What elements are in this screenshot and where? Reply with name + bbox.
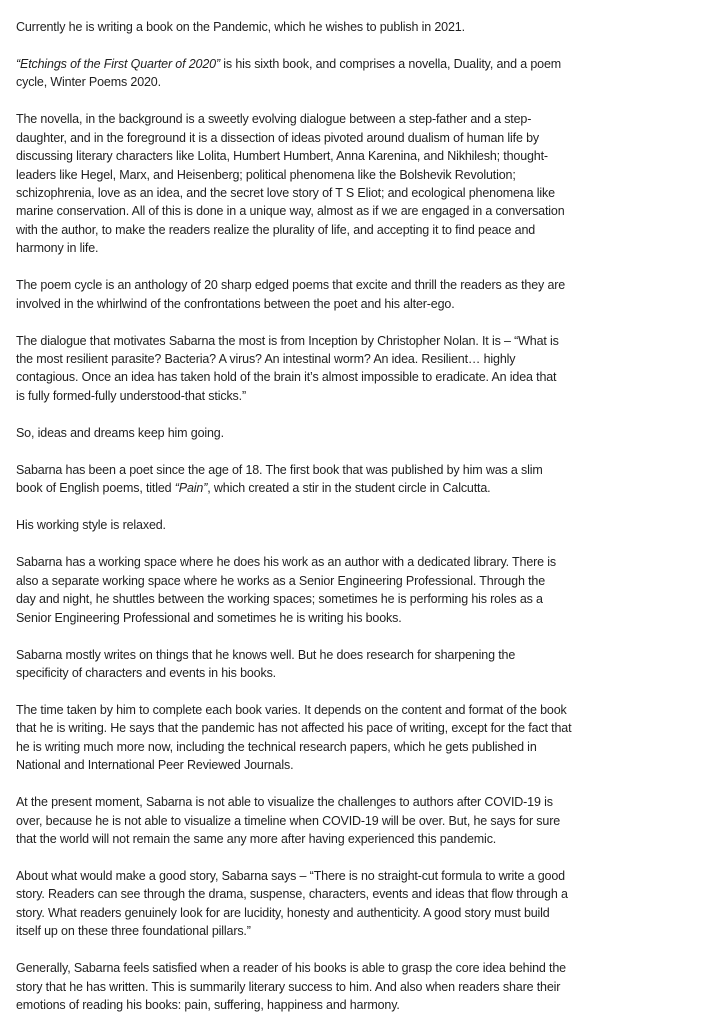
paragraph-good-story: About what would make a good story, Sabarna says – “There is no straight-cut formula to write a good story. Readers can see through the drama, suspense, characters, events and ideas that flow through a story. What readers genuinely look for are lucidity, honesty and authenticity. A good story must build itself up on these three foundational pillars.” [16,868,568,939]
book-title-etchings: “Etchings of the First Quarter of 2020” [16,57,220,71]
paragraph-current-book: Currently he is writing a book on the Pandemic, which he wishes to publish in 2021. [16,20,465,34]
paragraph-poem-cycle: The poem cycle is an anthology of 20 sharp edged poems that excite and thrill the readers as they are involved in the whirlwind of the confrontations between the poet and his alter-ego. [16,278,566,311]
paragraph-time-per-book: The time taken by him to complete each book varies. It depends on the content and format of the book that he is writing. He says that the pandemic has not affected his pace of writing, except for the fact that he is writing much more now, including the technical research papers, which he gets published in National and International Peer Reviewed Journals. [16,702,572,773]
paragraph-novella: The novella, in the background is a sweetly evolving dialogue between a step-father and a step-daughter, and in the foreground it is a dissection of ideas pivoted around dualism of human life by discussing literary characters like Lolita, Humbert Humbert, Anna Karenina, and Nikhilesh; thought-leaders like Hegel, Marx, and Heisenberg; political phenomena like the Bolshevik Revolution; schizophrenia, love as an idea, and the secret love story of T S Eliot; and ecological phenomena like marine conservation. All of this is done in a unique way, almost as if we are engaged in a conversation with the author, to make the readers realize the plurality of life, and accepting it to find peace and harmony in life. [16,112,565,256]
book-title-pain: “Pain” [174,481,208,496]
paragraph-writes-what-he-knows: Sabarna mostly writes on things that he knows well. But he does research for sharpening the specificity of characters and events in his books. [16,647,516,680]
paragraph-sixth-book-text: is his sixth book, and comprises a novella, Duality, and a poem cycle, Winter Poems 2020. [16,57,562,90]
paragraph-sixth-book [16,55,568,92]
paragraph-working-style: His working style is relaxed. [16,518,166,533]
paragraph-ideas-dreams: So, ideas and dreams keep him going. [16,425,224,440]
paragraph-working-space: Sabarna has a working space where he does his work as an author with a dedicated library. There is also a separate working space where he works as a Senior Engineering Professional. Through the day and night, he shuttles between the working spaces; sometimes he is performing his roles as a Senior Engineering Professional and sometimes he is writing his books. [16,555,557,625]
paragraph-poet-text-end: , which created a stir in the student circle in Calcutta. [207,481,491,496]
paragraph-inception-quote: The dialogue that motivates Sabarna the most is from Inception by Christopher Nolan. It is – “What is the most resilient parasite? Bacteria? A virus? An intestinal worm? An idea. Resilient… highly contagious. Once an idea has taken hold of the brain it’s almost impossible to eradicate. An idea that is fully formed-fully understood-that sticks.” [16,333,559,403]
paragraph-poet-text-start: Sabarna has been a poet since the age of 18. The first book that was published by him was a slim book of English poems, titled [16,462,543,496]
paragraph-literary-success: Generally, Sabarna feels satisfied when a reader of his books is able to grasp the core idea behind the story that he has written. This is summarily literary success to him. And also when readers share their emotions of reading his books: pain, suffering, happiness and harmony. [16,961,566,1012]
paragraph-covid-challenges: At the present moment, Sabarna is not able to visualize the challenges to authors after COVID-19 is over, because he is not able to visualize a timeline when COVID-19 will be over. But, he says for sure that the world will not remain the same any more after having experienced this pandemic. [16,795,561,846]
paragraph-poet-since-18 [16,461,568,498]
